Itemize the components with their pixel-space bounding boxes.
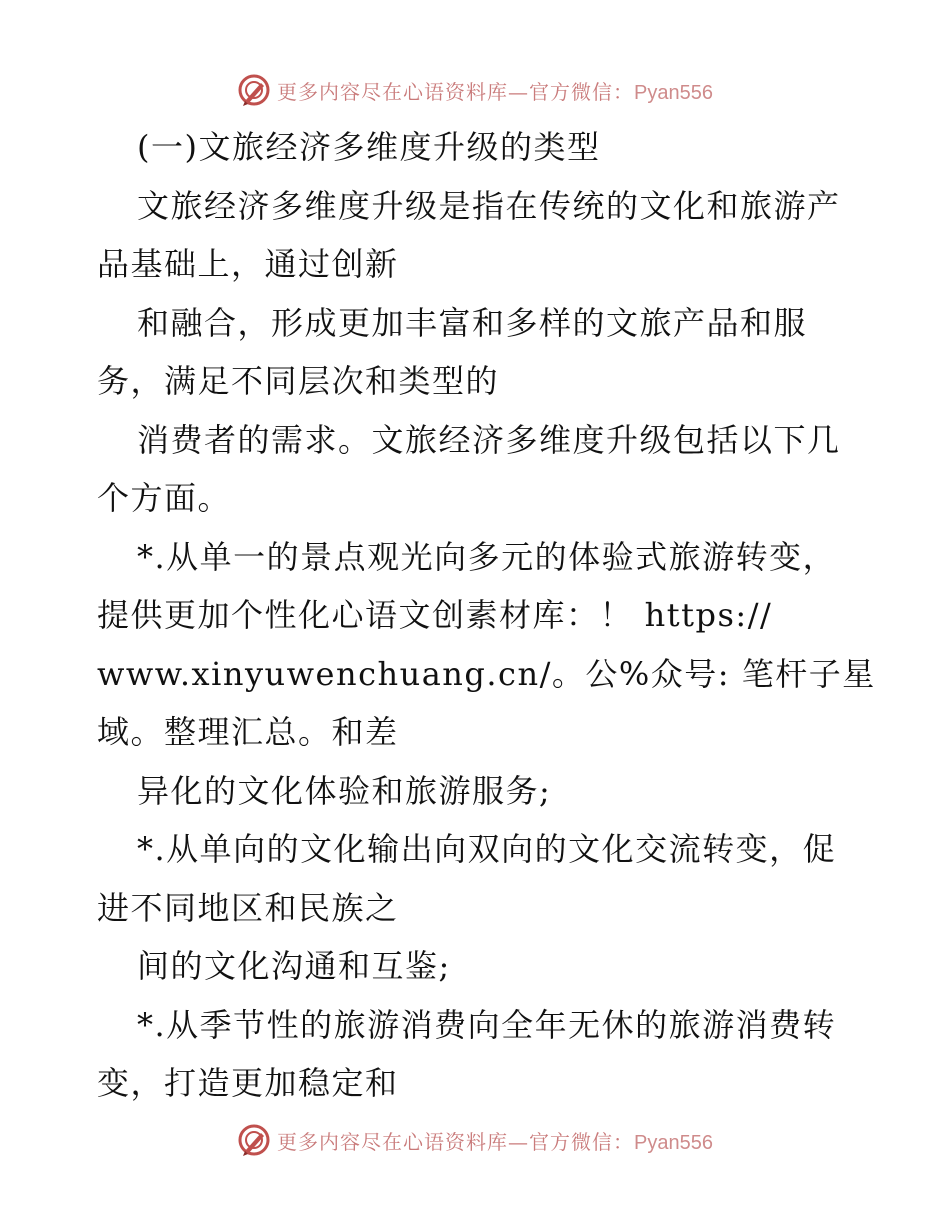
text-line: www.xinyuwenchuang.cn/。公%众号: 笔杆子星 — [97, 654, 876, 693]
header-watermark — [0, 70, 950, 110]
text-line: 变，打造更加稳定和 — [97, 1064, 399, 1102]
footer-watermark-text: 更多内容尽在心语资料库—官方微信：Pyan556 — [277, 1129, 713, 1154]
text-line: 务，满足不同层次和类型的 — [97, 362, 500, 400]
footer-watermark — [0, 1120, 950, 1160]
pen-logo-icon — [237, 73, 271, 107]
text-line: 品基础上，通过创新 — [97, 245, 399, 283]
text-line: 进不同地区和民族之 — [97, 888, 399, 927]
header-watermark-inner — [237, 73, 713, 107]
text-line: 消费者的需求。文旅经济多维度升级包括以下几 — [137, 420, 841, 459]
text-line: 和融合，形成更加丰富和多样的文旅产品和服 — [137, 303, 808, 342]
text-line: 文旅经济多维度升级是指在传统的文化和旅游产 — [137, 186, 841, 225]
text-line: 间的文化沟通和互鉴; — [137, 947, 451, 985]
text-line: *.从单一的景点观光向多元的体验式旅游转变， — [137, 537, 837, 576]
document-body — [97, 118, 876, 1113]
pen-logo-icon — [237, 1123, 271, 1157]
text-line: 个方面。 — [97, 479, 232, 517]
text-line: 异化的文化体验和旅游服务; — [137, 771, 552, 810]
text-line: 域。整理汇总。和差 — [97, 713, 399, 751]
header-watermark-text: 更多内容尽在心语资料库—官方微信：Pyan556 — [277, 79, 713, 104]
section-heading: (一)文旅经济多维度升级的类型 — [137, 128, 601, 166]
text-line: *.从单向的文化输出向双向的文化交流转变，促 — [137, 830, 837, 868]
text-line: 提供更加个性化心语文创素材库：！ https:// — [97, 596, 773, 634]
footer-watermark-inner — [237, 1123, 713, 1157]
text-line: *.从季节性的旅游消费向全年无休的旅游消费转 — [137, 1005, 837, 1044]
